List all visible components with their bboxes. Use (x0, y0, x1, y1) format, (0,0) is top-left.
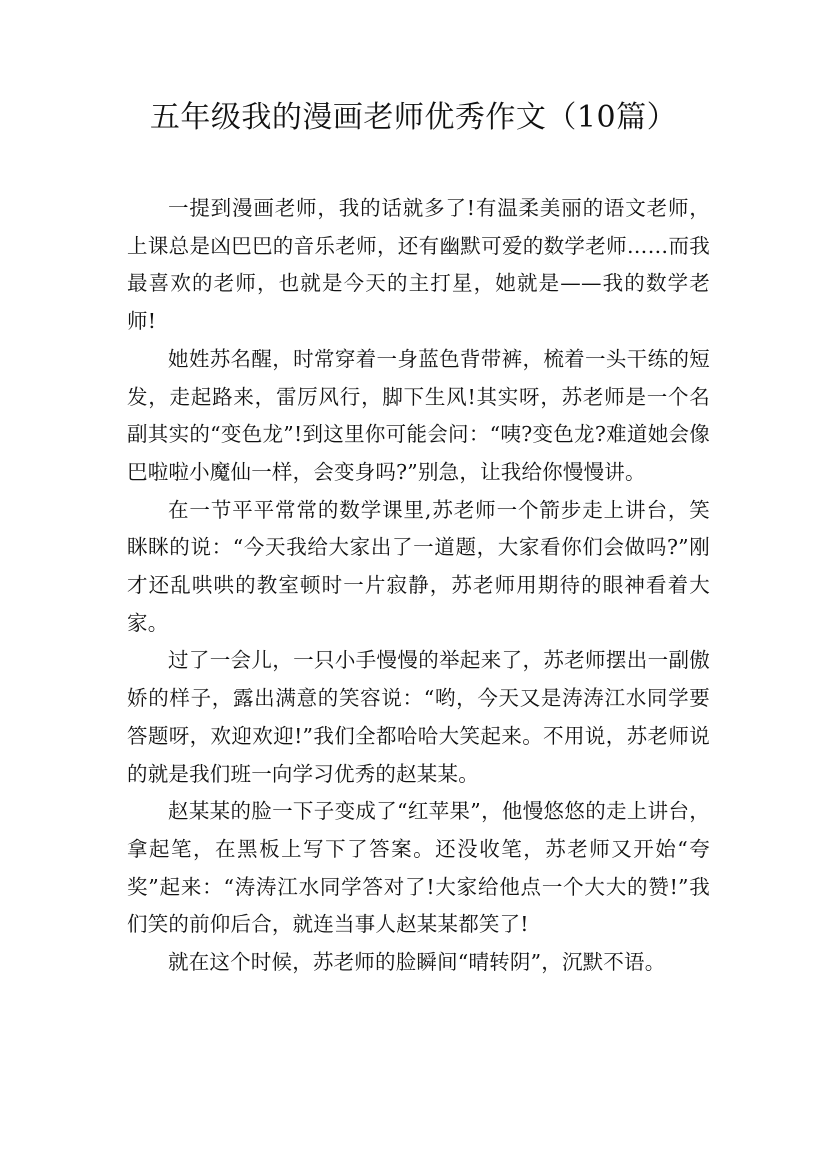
document-body (127, 190, 710, 982)
paragraph: 在一节平平常常的数学课里,苏老师一个箭步走上讲台，笑眯眯的说：“今天我给大家出了一道题，大家看你们会做吗?”刚才还乱哄哄的教室顿时一片寂静，苏老师用期待的眼神看着大家。 (127, 497, 710, 635)
paragraph: 一提到漫画老师，我的话就多了!有温柔美丽的语文老师，上课总是凶巴巴的音乐老师，还有幽默可爱的数学老师……而我最喜欢的老师，也就是今天的主打星，她就是——我的数学老师! (127, 196, 710, 334)
document-title: 五年级我的漫画老师优秀作文（10篇） (149, 100, 678, 135)
paragraph: 就在这个时候，苏老师的脸瞬间“晴转阴”，沉默不语。 (168, 950, 666, 975)
paragraph: 赵某某的脸一下子变成了“红苹果”，他慢悠悠的走上讲台，拿起笔，在黑板上写下了答案。还没收笔，苏老师又开始“夸奖”起来：“涛涛江水同学答对了!大家给他点一个大大的赞!”我们笑的前仰后合，就连当事人赵某某都笑了! (127, 799, 710, 937)
paragraph: 她姓苏名醒，时常穿着一身蓝色背带裤，梳着一头干练的短发，走起路来，雷厉风行，脚下生风!其实呀，苏老师是一个名副其实的“变色龙”!到这里你可能会问：“咦?变色龙?难道她会像巴啦啦小魔仙一样，会变身吗?”别急，让我给你慢慢讲。 (127, 346, 710, 484)
paragraph: 过了一会儿，一只小手慢慢的举起来了，苏老师摆出一副傲娇的样子，露出满意的笑容说：“哟，今天又是涛涛江水同学要答题呀，欢迎欢迎!”我们全都哈哈大笑起来。不用说，苏老师说的就是我们班一向学习优秀的赵某某。 (127, 648, 710, 786)
